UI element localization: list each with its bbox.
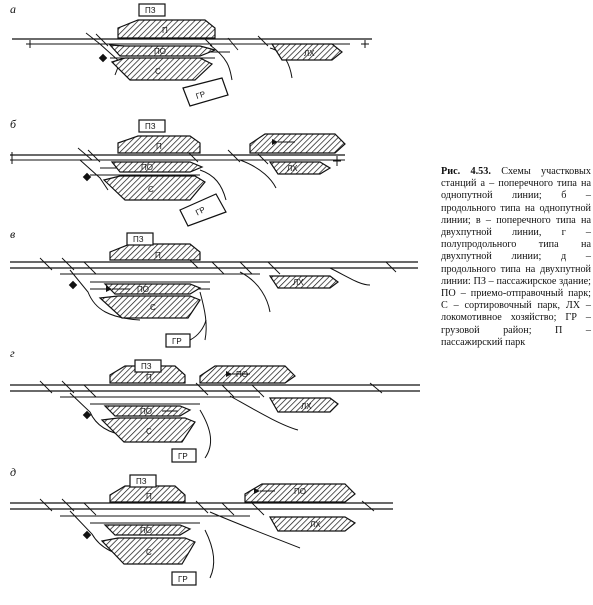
locomotive-depot-label: ЛХ bbox=[301, 402, 312, 411]
sorting-park-label: С bbox=[155, 67, 161, 76]
passenger-park-label: П bbox=[146, 373, 152, 382]
connecting-track bbox=[200, 292, 206, 340]
passenger-building-label: ПЗ bbox=[145, 122, 156, 131]
sorting-park-label: С bbox=[146, 548, 152, 557]
locomotive-depot-label: ЛХ bbox=[287, 164, 298, 173]
panel-letter: в bbox=[10, 227, 16, 241]
sorting-park bbox=[104, 176, 205, 200]
panel-a bbox=[10, 2, 372, 106]
passenger-building-label: ПЗ bbox=[133, 235, 144, 244]
receiving-departure-park bbox=[112, 162, 202, 172]
depot-track bbox=[240, 160, 276, 188]
hump bbox=[83, 173, 91, 181]
receiving-departure-label: ПО bbox=[141, 163, 153, 172]
receiving-departure-label: ПО bbox=[140, 526, 152, 535]
switch bbox=[40, 256, 396, 274]
freight-area-label: ГР bbox=[172, 337, 182, 346]
caption-text: Схемы участковых станций а – поперечного типа на однопутной линии; б – продольного типа на однопутной линии; в – поперечного типа на двухпутной линии, г – полупродольного типа на двухпутной линии; д – продольного типа на двухпутной линии: ПЗ – пассажирское здание; ПО – приемо-отправочный парк; С – сортировочный парк, ЛХ – локомотивное хозяйство; ГР – грузовой район; П – пассажирский парк bbox=[441, 166, 591, 348]
panel-v bbox=[10, 227, 418, 347]
buffer-stop bbox=[26, 40, 34, 48]
passenger-building-label: ПЗ bbox=[141, 362, 152, 371]
panel-b bbox=[10, 117, 345, 226]
freight-area bbox=[183, 78, 228, 106]
sorting-park-label: С bbox=[150, 303, 156, 312]
receiving-departure-label: ПО bbox=[137, 285, 149, 294]
second-receiving-label: ПО bbox=[294, 487, 306, 496]
panel-letter: б bbox=[10, 117, 17, 131]
passenger-park-label: П bbox=[162, 26, 168, 35]
passenger-park-label: П bbox=[156, 142, 162, 151]
panel-g bbox=[10, 346, 420, 462]
panel-letter: г bbox=[10, 346, 15, 360]
sorting-park bbox=[112, 58, 212, 80]
locomotive-depot bbox=[270, 276, 338, 288]
hump bbox=[69, 281, 77, 289]
freight-area-label: ГР bbox=[194, 89, 207, 102]
freight-track bbox=[190, 320, 206, 340]
passenger-park-label: П bbox=[146, 492, 152, 501]
receiving-departure-label: ПО bbox=[140, 407, 152, 416]
connecting-track bbox=[200, 410, 211, 458]
locomotive-depot bbox=[270, 162, 330, 174]
buffer-stop bbox=[361, 40, 369, 48]
panel-d bbox=[10, 465, 393, 585]
sorting-park-label: С bbox=[148, 185, 154, 194]
second-park bbox=[250, 134, 345, 153]
panel-letter: а bbox=[10, 2, 16, 16]
passenger-building-label: ПЗ bbox=[145, 6, 156, 15]
panel-letter: д bbox=[10, 465, 17, 479]
freight-area-label: ГР bbox=[194, 204, 207, 218]
caption-label: Рис. 4.53. bbox=[441, 166, 491, 177]
second-receiving-label: ПО bbox=[236, 370, 248, 379]
receiving-departure-label: ПО bbox=[154, 47, 166, 56]
freight-area-label: ГР bbox=[178, 575, 188, 584]
sorting-park-label: С bbox=[146, 427, 152, 436]
passenger-park-label: П bbox=[155, 251, 161, 260]
depot-track bbox=[240, 272, 270, 312]
connecting-track bbox=[205, 530, 214, 578]
locomotive-depot-label: ЛХ bbox=[293, 278, 304, 287]
hump bbox=[99, 54, 107, 62]
locomotive-depot-label: ЛХ bbox=[304, 49, 315, 58]
passenger-building-label: ПЗ bbox=[136, 477, 147, 486]
locomotive-depot-label: ЛХ bbox=[310, 520, 321, 529]
figure-caption bbox=[441, 166, 591, 349]
freight-area-label: ГР bbox=[178, 452, 188, 461]
